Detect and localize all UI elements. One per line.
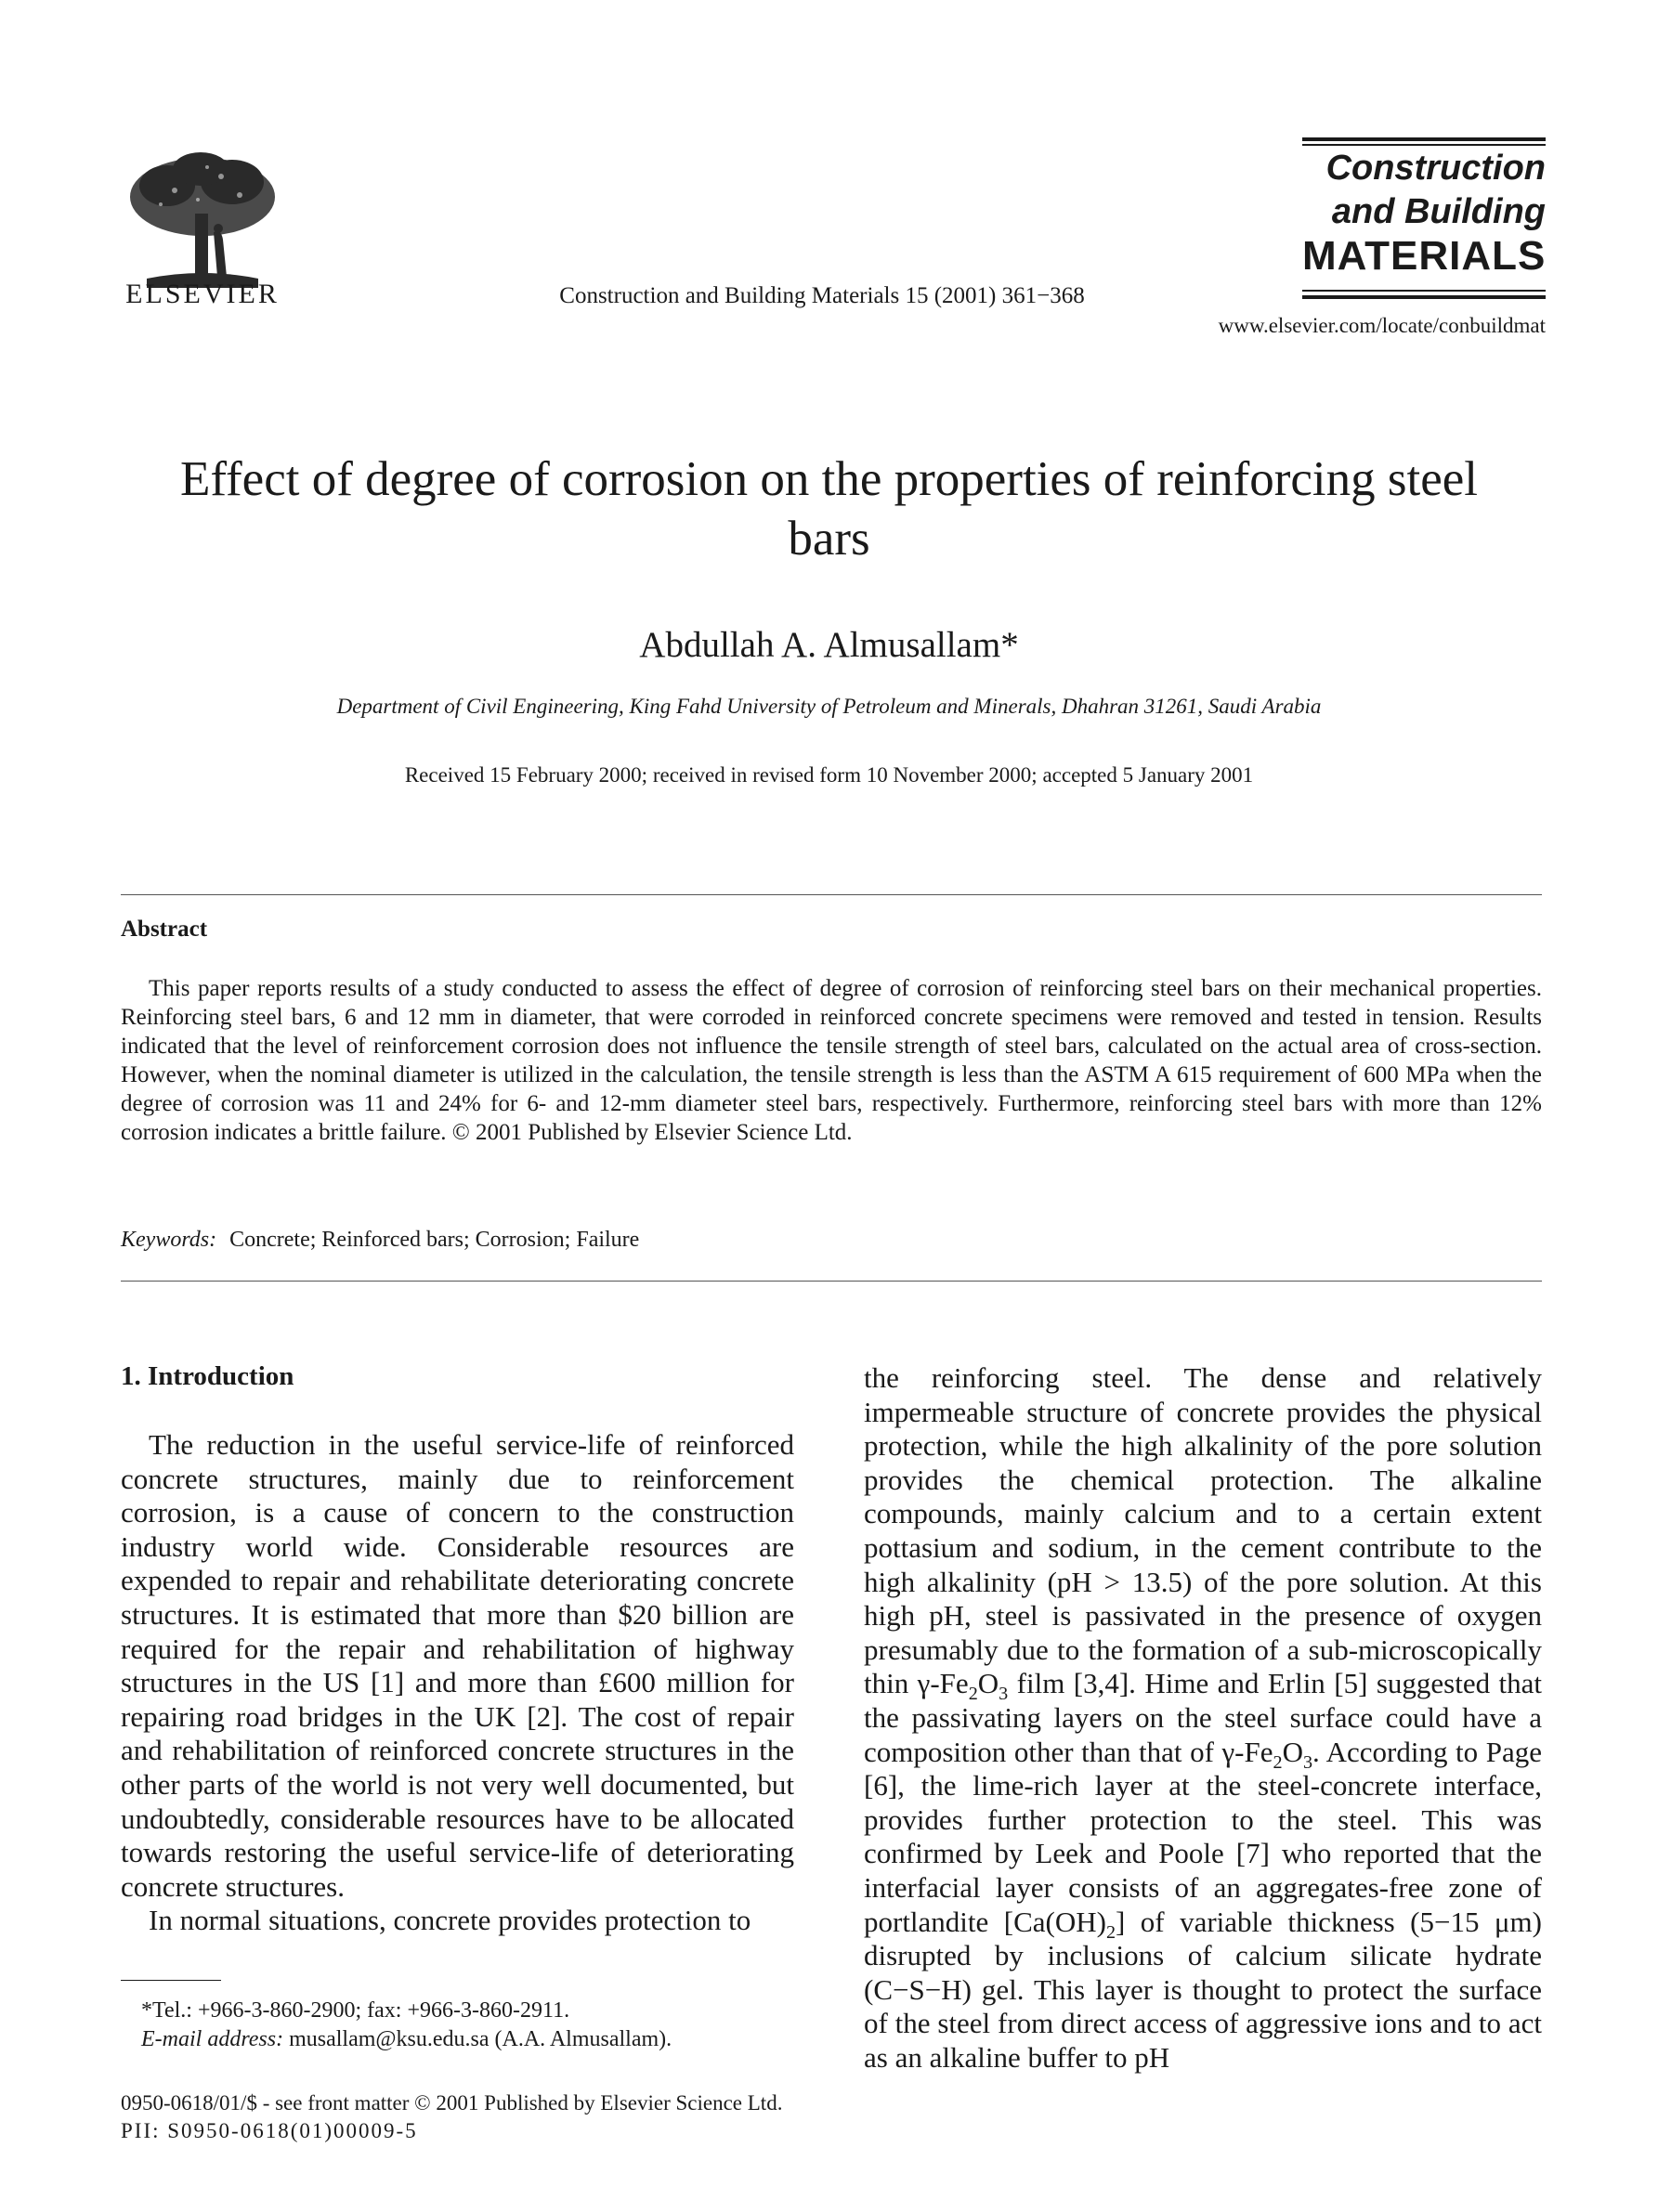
right-column <box>864 1361 1542 2075</box>
footnote <box>141 1997 810 2054</box>
body-paragraph: The reduction in the useful service-life of reinforced concrete structures, mainly due to reinforcement corrosion, is a cause of concern to the construction industry world wide. Considerable resources are expended to repair and rehabilitate deteriorating concrete structures. It is estimated that more than $20 billion are required for the repair and rehabilitation of highway structures in the US [1] and more than £600 million for repairing road bridges in the UK [2]. The cost of repair and rehabilitation of reinforced concrete structures in the other parts of the world is not very well documented, but undoubtedly, considerable resources have to be allocated towards restoring the useful service-life of deteriorating concrete structures. <box>121 1428 794 1903</box>
body-text: O <box>977 1667 999 1700</box>
body-paragraph: In normal situations, concrete provides protection to <box>149 1904 751 1937</box>
subscript: 3 <box>1302 1751 1313 1773</box>
journal-masthead-line: MATERIALS <box>1302 233 1547 279</box>
journal-masthead-rule <box>1302 290 1546 292</box>
email-label: E-mail address: <box>141 2027 284 2051</box>
email-address[interactable]: musallam@ksu.edu.sa (A.A. Almusallam). <box>283 2027 672 2051</box>
keywords-label: Keywords: <box>121 1228 217 1252</box>
pii-identifier: PII: S0950-0618(01)00009-5 <box>121 2119 418 2142</box>
journal-masthead-rule <box>1302 144 1546 146</box>
subscript: 2 <box>968 1684 978 1705</box>
body-paragraph <box>864 1361 1542 2075</box>
body-text: O <box>1282 1735 1303 1768</box>
paper-title: Effect of degree of corrosion on the properties of reinforcing steel bars <box>179 452 1479 566</box>
journal-masthead-rule <box>1302 295 1546 299</box>
footnote-email-line <box>141 2025 810 2054</box>
journal-url-link[interactable]: www.elsevier.com/locate/conbuildmat <box>1218 314 1546 337</box>
keywords-list: Concrete; Reinforced bars; Corrosion; Failure <box>229 1228 640 1252</box>
left-column <box>121 1428 794 1938</box>
publisher-name: ELSEVIER <box>125 279 280 309</box>
body-text: the reinforcing steel. The dense and relatively impermeable structure of concrete provides the physical protection, while the high alkalinity of the pore solution provides the chemical protection. The alkaline compounds, mainly calcium and to a certain extent pottasium and sodium, in the cement contribute to the high alkalinity (pH > 13.5) of the pore solution. At this high pH, steel is passivated in the presence of oxygen presumably due to the formation of a sub-microscopically thin γ-Fe <box>864 1361 1542 1700</box>
article-history: Received 15 February 2000; received in revised form 10 November 2000; accepted 5 January 2001 <box>404 763 1254 787</box>
journal-masthead-line: and Building <box>1331 192 1546 231</box>
section-heading: 1. Introduction <box>121 1361 294 1391</box>
abstract-heading: Abstract <box>121 917 208 942</box>
journal-citation: Construction and Building Materials 15 (2001) 361−368 <box>559 283 1085 308</box>
author-affiliation: Department of Civil Engineering, King Fahd University of Petroleum and Minerals, Dhahran 31261, Saudi Arabia <box>336 695 1322 718</box>
body-text: film [3,4]. Hime and Erlin [5] suggested that the passivating layers on the steel surface could have a composition other than that of γ-Fe <box>864 1667 1542 1768</box>
journal-masthead-line: Construction <box>1325 149 1546 188</box>
body-text: . According to Page [6], the lime-rich layer at the steel-concrete interface, provides further protection to the steel. This was confirmed by Leek and Poole [7] who reported that the interfacial layer consists of an aggregates-free zone of portlandite [Ca(OH) <box>864 1735 1542 1938</box>
author-name: Abdullah A. Almusallam* <box>639 625 1019 665</box>
abstract-text: This paper reports results of a study conducted to assess the effect of degree of corrosion of reinforcing steel bars on their mechanical properties. Reinforcing steel bars, 6 and 12 mm in diameter, that were corroded in reinforced concrete specimens were removed and tested in tension. Results indicated that the level of reinforcement corrosion does not influence the tensile strength of steel bars, calculated on the actual area of cross-section. However, when the nominal diameter is utilized in the calculation, the tensile strength is less than the ASTM A 615 requirement of 600 MPa when the degree of corrosion was 11 and 24% for 6- and 12-mm diameter steel bars, respectively. Furthermore, reinforcing steel bars with more than 12% corrosion indicates a brittle failure. © 2001 Published by Elsevier Science Ltd. <box>121 976 1542 1145</box>
subscript: 2 <box>1273 1751 1283 1773</box>
keywords <box>121 1228 639 1253</box>
divider <box>121 894 1542 895</box>
footnote-rule <box>121 1980 221 1981</box>
journal-masthead-rule <box>1302 137 1546 141</box>
body-text: ] of variable thickness (5−15 μm) disrupted by inclusions of calcium silicate hydrate (C−S−H) gel. This layer is thought to protect the surface of the steel from direct access of aggressive ions and to act as an alkaline buffer to pH <box>864 1905 1542 2074</box>
footnote-contact: *Tel.: +966-3-860-2900; fax: +966-3-860-2911. <box>141 1998 570 2023</box>
subscript: 2 <box>1105 1921 1116 1943</box>
divider <box>121 1281 1542 1282</box>
journal-masthead <box>1302 147 1546 278</box>
front-matter-note: 0950-0618/01/$ - see front matter © 2001 Published by Elsevier Science Ltd. <box>121 2091 783 2114</box>
subscript: 3 <box>999 1684 1009 1705</box>
